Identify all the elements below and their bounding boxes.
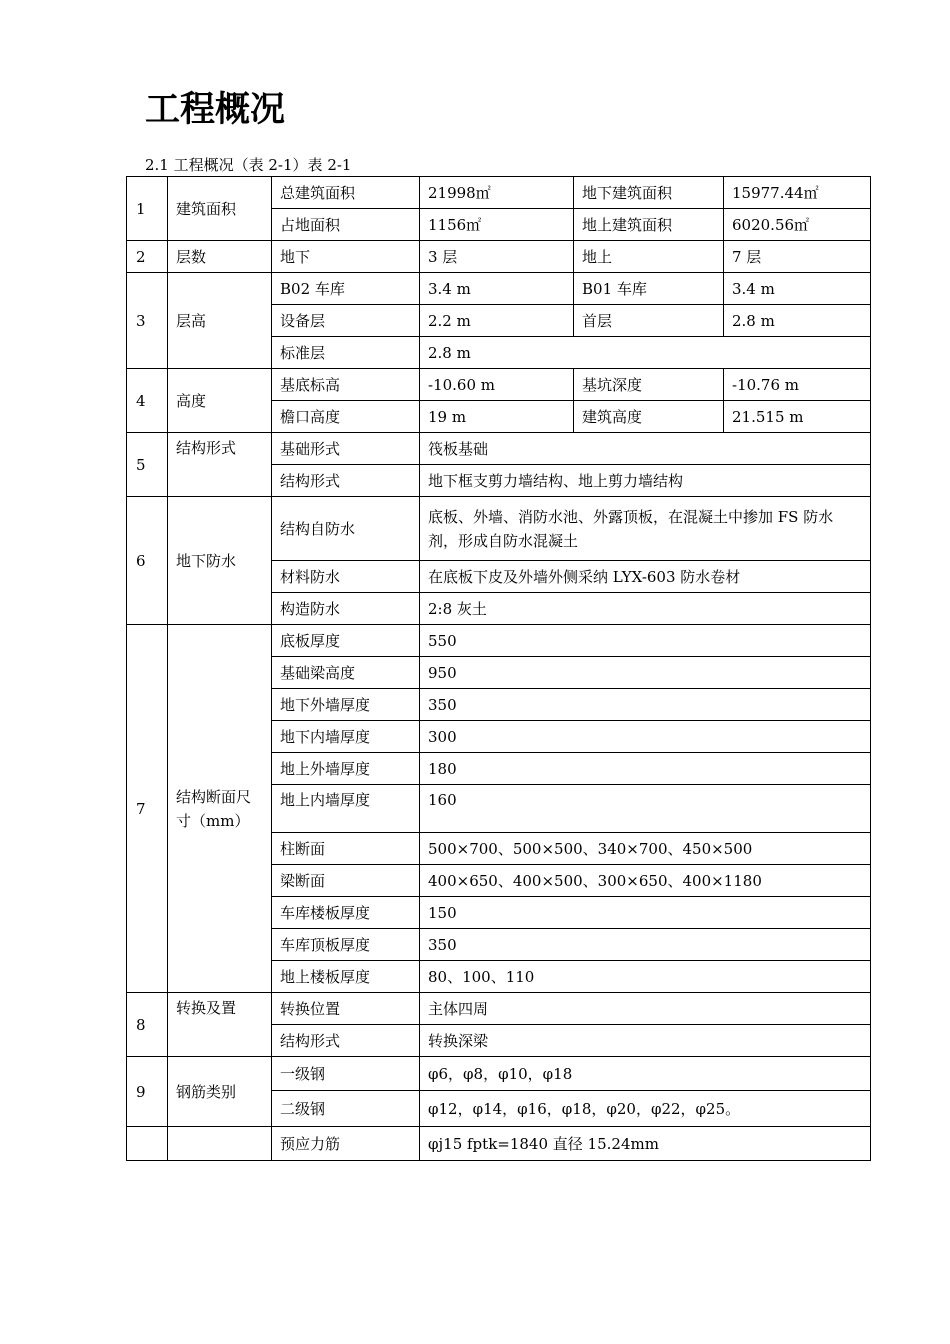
item-label: 檐口高度 — [272, 401, 420, 433]
item-value: φ12，φ14，φ16，φ18，φ20，φ22，φ25。 — [420, 1091, 871, 1127]
item-value: 底板、外墙、消防水池、外露顶板，在混凝土中掺加 FS 防水剂，形成自防水混凝土 — [420, 497, 871, 561]
item-label: 地下 — [272, 241, 420, 273]
item-label: 地上外墙厚度 — [272, 753, 420, 785]
item-value: 2.8 m — [724, 305, 871, 337]
item-label: 基底标高 — [272, 369, 420, 401]
item-label: 地上内墙厚度 — [272, 785, 420, 833]
item-label: 基础形式 — [272, 433, 420, 465]
item-label: 占地面积 — [272, 209, 420, 241]
item-label: 基础梁高度 — [272, 657, 420, 689]
item-value: 1156㎡ — [420, 209, 574, 241]
item-value: 2:8 灰土 — [420, 593, 871, 625]
item-value: 15977.44㎡ — [724, 177, 871, 209]
item-value: -10.76 m — [724, 369, 871, 401]
row-category: 层数 — [168, 241, 272, 273]
item-value: 550 — [420, 625, 871, 657]
item-label: 基坑深度 — [574, 369, 724, 401]
item-value: 转换深梁 — [420, 1025, 871, 1057]
item-label: B01 车库 — [574, 273, 724, 305]
item-label: 设备层 — [272, 305, 420, 337]
item-label: 地下内墙厚度 — [272, 721, 420, 753]
item-label: 车库楼板厚度 — [272, 897, 420, 929]
item-value: 160 — [420, 785, 871, 833]
row-category: 钢筋类别 — [168, 1057, 272, 1127]
page-title: 工程概况 — [145, 90, 286, 130]
row-number — [127, 1127, 168, 1161]
row-number: 5 — [127, 433, 168, 497]
row-category — [168, 1127, 272, 1161]
item-value: 350 — [420, 929, 871, 961]
item-label: 总建筑面积 — [272, 177, 420, 209]
row-category: 层高 — [168, 273, 272, 369]
item-value: 3.4 m — [420, 273, 574, 305]
row-category: 结构断面尺寸（mm） — [168, 625, 272, 993]
row-number: 3 — [127, 273, 168, 369]
item-label: 底板厚度 — [272, 625, 420, 657]
table-row — [127, 241, 871, 273]
item-label: 建筑高度 — [574, 401, 724, 433]
row-category: 结构形式 — [168, 433, 272, 497]
project-overview-table — [126, 176, 871, 1161]
item-label: 地上 — [574, 241, 724, 273]
item-value: 7 层 — [724, 241, 871, 273]
item-label: 地下建筑面积 — [574, 177, 724, 209]
item-value: 180 — [420, 753, 871, 785]
table-caption: 2.1 工程概况（表 2-1）表 2-1 — [145, 156, 352, 174]
row-number: 8 — [127, 993, 168, 1057]
item-value: 300 — [420, 721, 871, 753]
item-label: 一级钢 — [272, 1057, 420, 1091]
item-value: 3 层 — [420, 241, 574, 273]
table-row — [127, 177, 871, 209]
item-value: φ6，φ8，φ10，φ18 — [420, 1057, 871, 1091]
item-label: 标准层 — [272, 337, 420, 369]
item-label: 预应力筋 — [272, 1127, 420, 1161]
item-label: 柱断面 — [272, 833, 420, 865]
row-number: 1 — [127, 177, 168, 241]
item-value: 350 — [420, 689, 871, 721]
item-value: 6020.56㎡ — [724, 209, 871, 241]
item-label: 地下外墙厚度 — [272, 689, 420, 721]
row-category: 建筑面积 — [168, 177, 272, 241]
item-value: 2.8 m — [420, 337, 871, 369]
row-category: 地下防水 — [168, 497, 272, 625]
item-value: 950 — [420, 657, 871, 689]
row-number: 2 — [127, 241, 168, 273]
table-row — [127, 497, 871, 561]
table-row — [127, 625, 871, 657]
item-value: 21998㎡ — [420, 177, 574, 209]
item-label: 结构形式 — [272, 1025, 420, 1057]
item-label: 首层 — [574, 305, 724, 337]
item-value: 500×700、500×500、340×700、450×500 — [420, 833, 871, 865]
item-value: 在底板下皮及外墙外侧采纳 LYX-603 防水卷材 — [420, 561, 871, 593]
item-label: 转换位置 — [272, 993, 420, 1025]
item-value: -10.60 m — [420, 369, 574, 401]
item-label: 二级钢 — [272, 1091, 420, 1127]
table-row — [127, 1127, 871, 1161]
item-value: 400×650、400×500、300×650、400×1180 — [420, 865, 871, 897]
item-label: 地上楼板厚度 — [272, 961, 420, 993]
table-row — [127, 993, 871, 1025]
row-number: 6 — [127, 497, 168, 625]
item-value: 地下框支剪力墙结构、地上剪力墙结构 — [420, 465, 871, 497]
table-row — [127, 433, 871, 465]
item-label: B02 车库 — [272, 273, 420, 305]
item-value: 筏板基础 — [420, 433, 871, 465]
item-value: 3.4 m — [724, 273, 871, 305]
row-number: 7 — [127, 625, 168, 993]
table-row — [127, 369, 871, 401]
table-row — [127, 273, 871, 305]
item-value: φj15 fptk=1840 直径 15.24mm — [420, 1127, 871, 1161]
item-value: 19 m — [420, 401, 574, 433]
item-label: 梁断面 — [272, 865, 420, 897]
row-number: 9 — [127, 1057, 168, 1127]
row-category: 转换及置 — [168, 993, 272, 1057]
item-label: 结构形式 — [272, 465, 420, 497]
item-label: 材料防水 — [272, 561, 420, 593]
item-value: 21.515 m — [724, 401, 871, 433]
item-value: 2.2 m — [420, 305, 574, 337]
item-label: 地上建筑面积 — [574, 209, 724, 241]
item-label: 车库顶板厚度 — [272, 929, 420, 961]
item-value: 主体四周 — [420, 993, 871, 1025]
table-row — [127, 1057, 871, 1091]
item-label: 结构自防水 — [272, 497, 420, 561]
row-number: 4 — [127, 369, 168, 433]
item-label: 构造防水 — [272, 593, 420, 625]
row-category: 高度 — [168, 369, 272, 433]
item-value: 80、100、110 — [420, 961, 871, 993]
item-value: 150 — [420, 897, 871, 929]
